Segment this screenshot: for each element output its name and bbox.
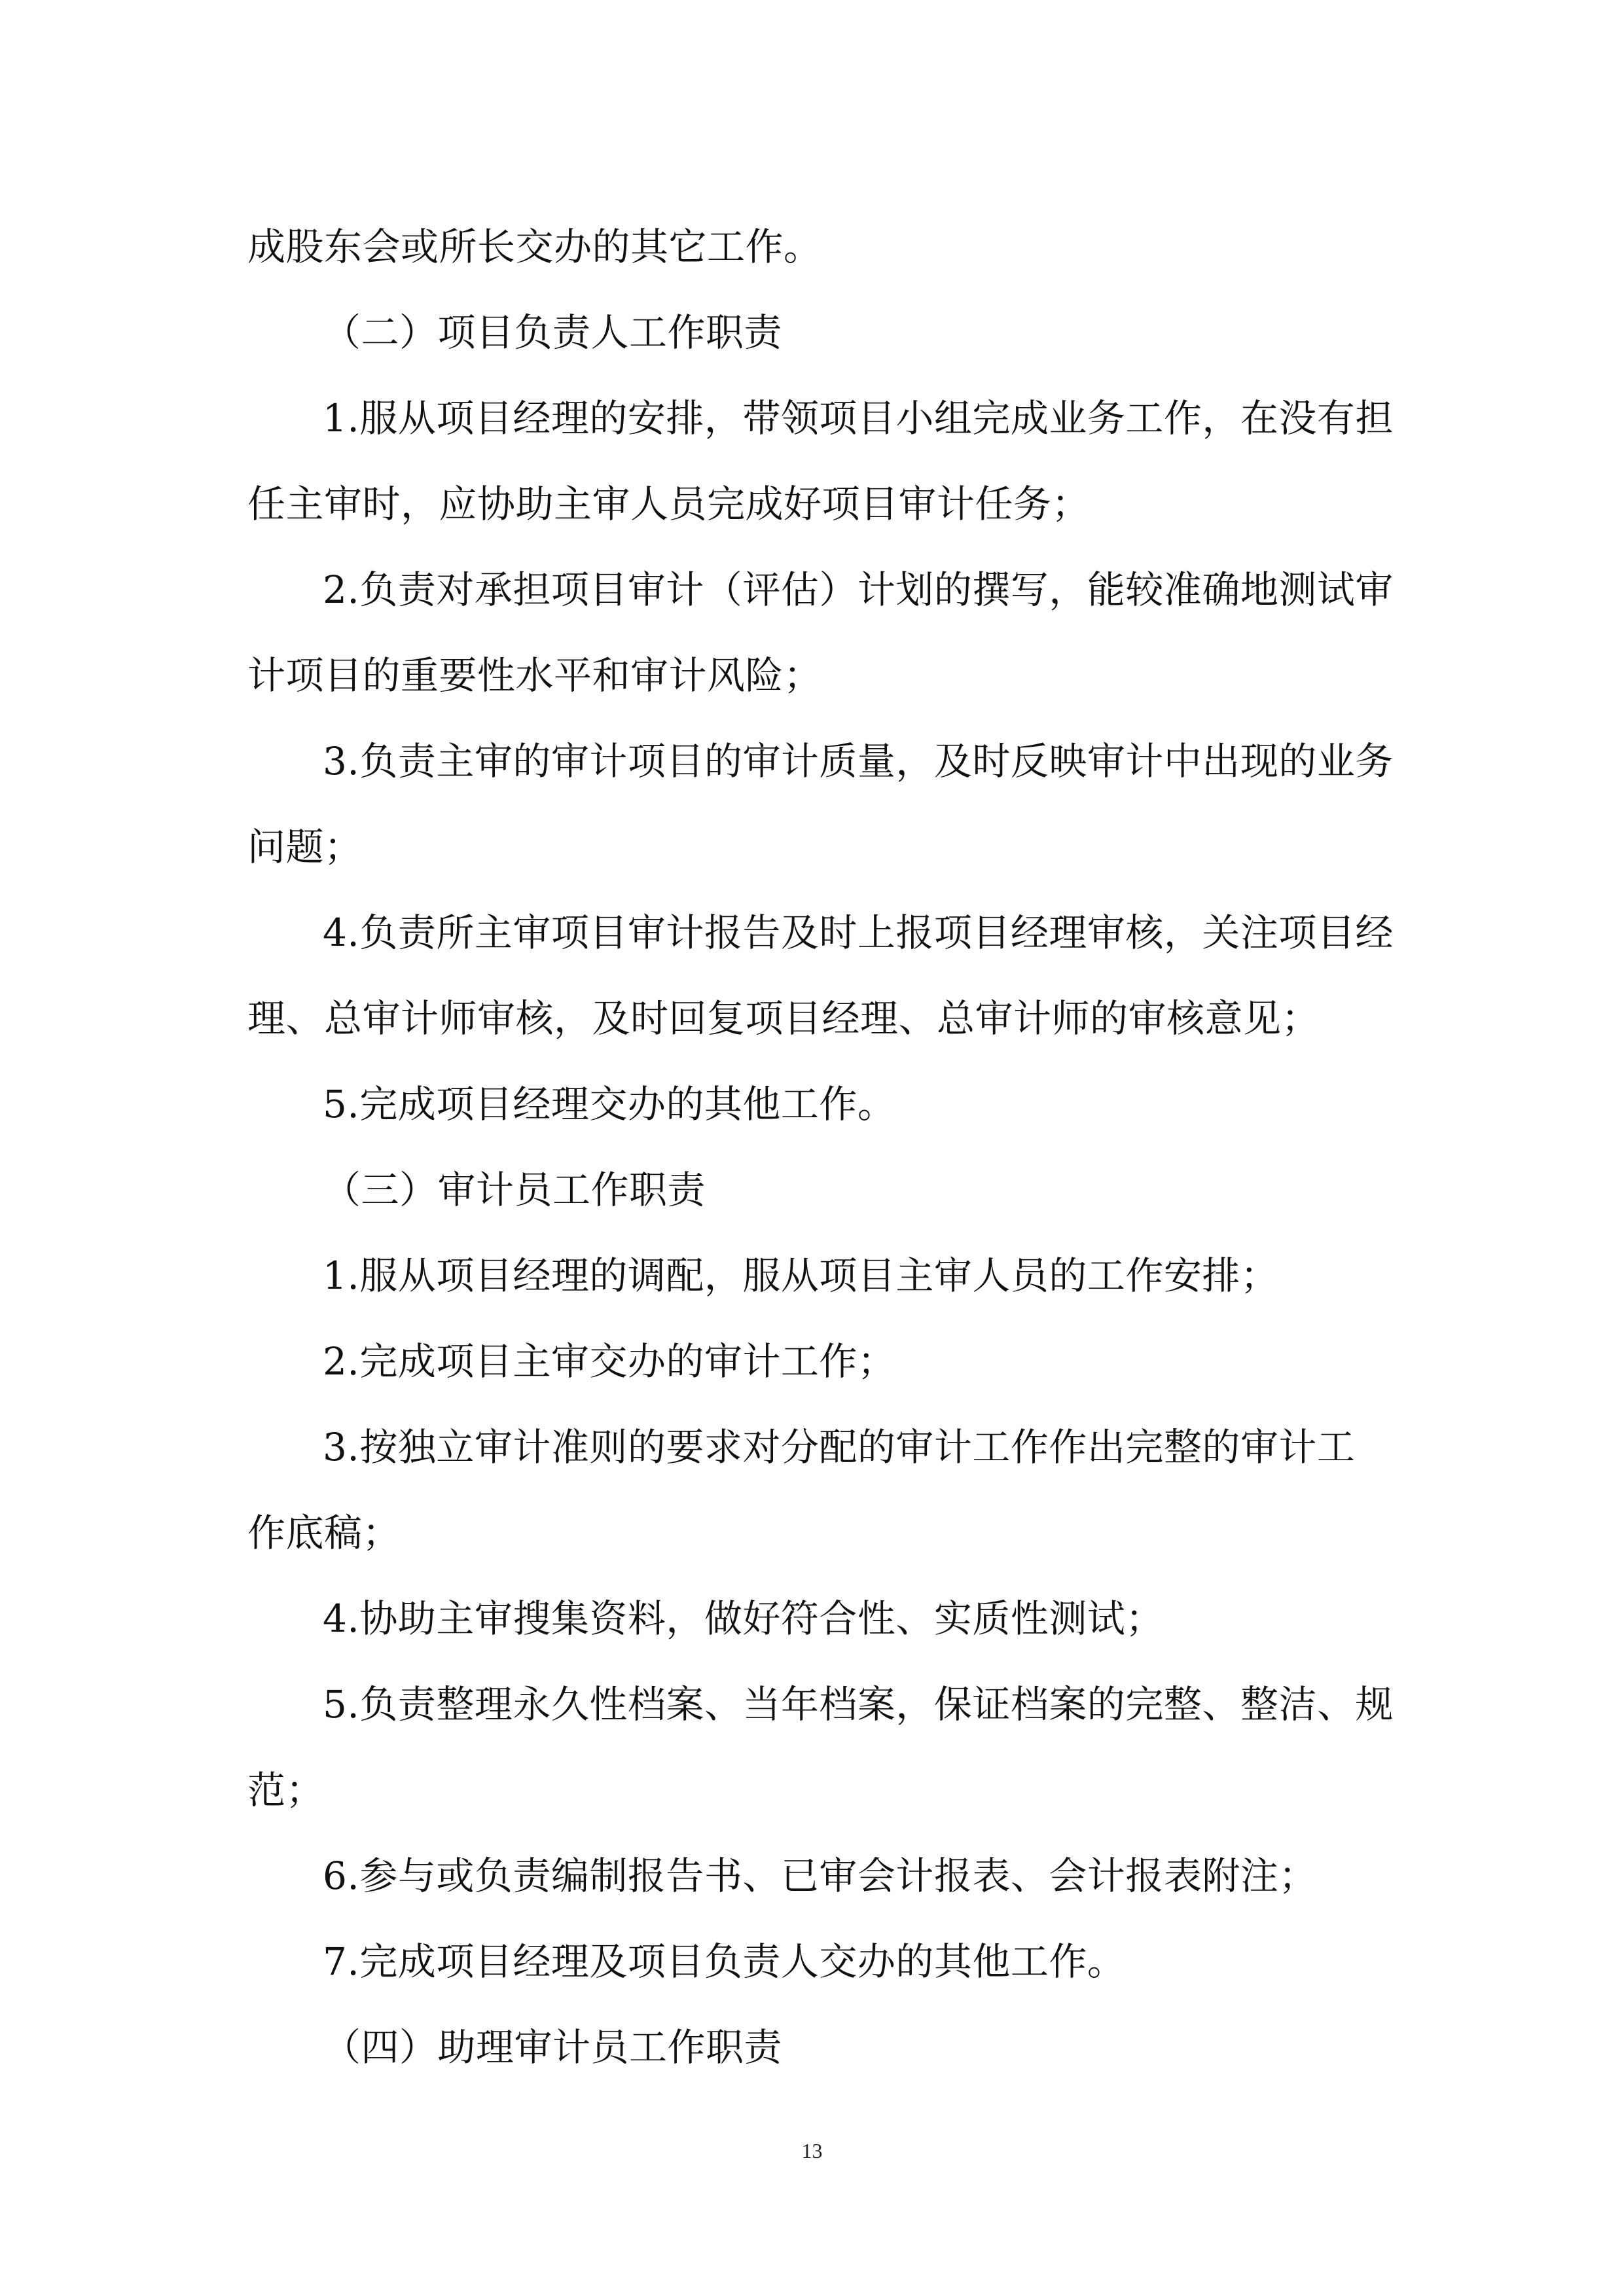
text-line: 6.参与或负责编制报告书、已审会计报表、会计报表附注； <box>323 1854 1317 1898</box>
text-line: 5.完成项目经理交办的其他工作。 <box>323 1082 896 1126</box>
text-line: 理、总审计师审核，及时回复项目经理、总审计师的审核意见； <box>247 996 1320 1041</box>
text-line: （四）助理审计员工作职责 <box>323 2025 783 2070</box>
text-line: 1.服从项目经理的调配，服从项目主审人员的工作安排； <box>323 1253 1279 1298</box>
text-line: 2.负责对承担项目审计（评估）计划的撰写，能较准确地测试审 <box>323 567 1394 612</box>
text-line: 5.负责整理永久性档案、当年档案，保证档案的完整、整洁、规 <box>323 1682 1394 1727</box>
text-line: 任主审时，应协助主审人员完成好项目审计任务； <box>247 482 1091 526</box>
text-line: 3.负责主审的审计项目的审计质量，及时反映审计中出现的业务 <box>323 739 1394 783</box>
text-line: （二）项目负责人工作职责 <box>323 310 783 355</box>
text-line: 问题； <box>247 825 363 869</box>
text-line: 3.按独立审计准则的要求对分配的审计工作作出完整的审计工 <box>323 1425 1356 1469</box>
page-number: 13 <box>801 2139 823 2162</box>
document-body <box>247 204 1394 2090</box>
text-line: 2.完成项目主审交办的审计工作； <box>323 1339 896 1384</box>
text-line: 范； <box>247 1768 325 1812</box>
text-line: 计项目的重要性水平和审计风险； <box>247 653 822 698</box>
text-line: 4.协助主审搜集资料，做好符合性、实质性测试； <box>323 1596 1164 1641</box>
text-line: 1.服从项目经理的安排，带领项目小组完成业务工作，在没有担 <box>323 396 1394 440</box>
text-line: 4.负责所主审项目审计报告及时上报项目经理审核，关注项目经 <box>323 910 1394 955</box>
text-line: （三）审计员工作职责 <box>323 1168 706 1212</box>
text-line: 成股东会或所长交办的其它工作。 <box>247 224 822 269</box>
text-line: 作底稿； <box>247 1511 401 1555</box>
text-line: 7.完成项目经理及项目负责人交办的其他工作。 <box>323 1939 1126 1984</box>
